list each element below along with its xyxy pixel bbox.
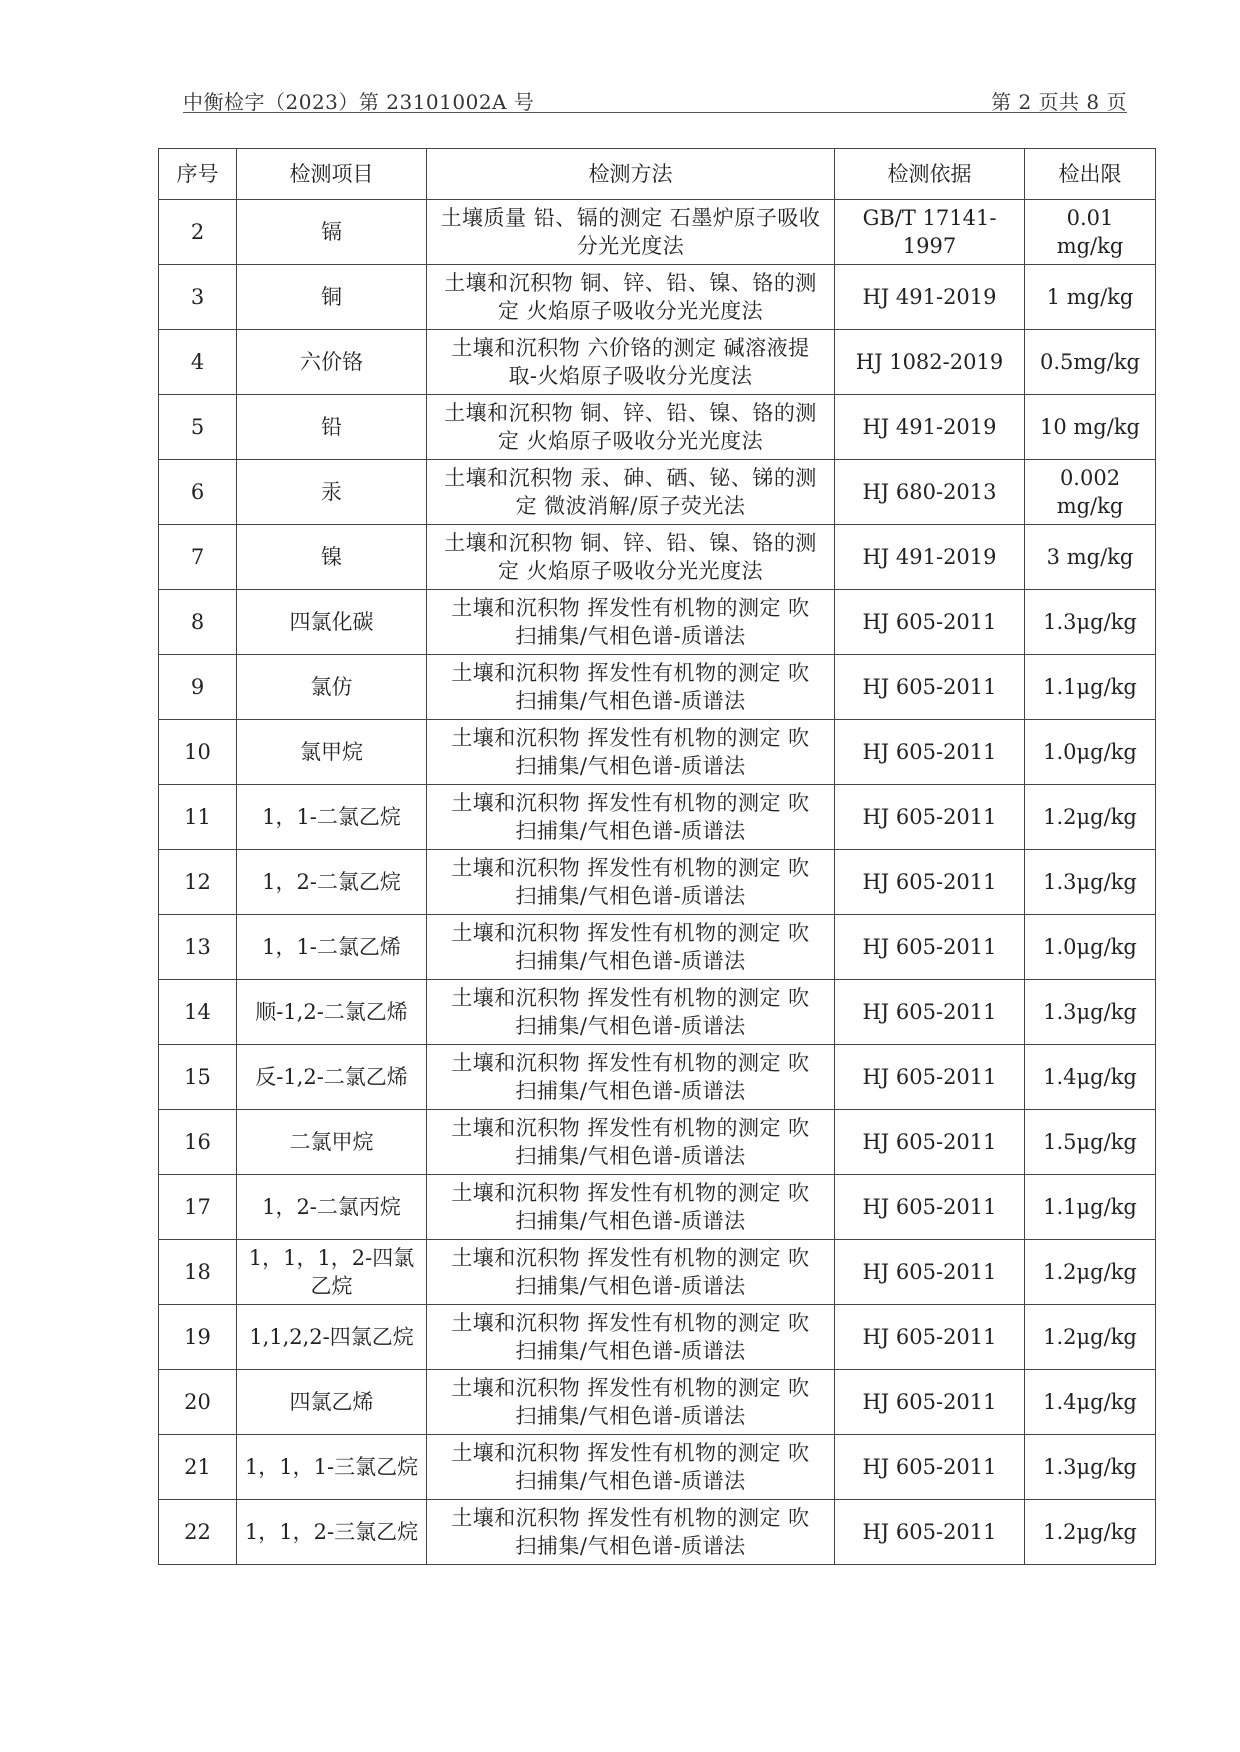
detection-limit: 1.2μg/kg (1025, 1305, 1156, 1370)
table-row (159, 1305, 1156, 1370)
detection-limit: 1.1μg/kg (1025, 655, 1156, 720)
detection-limit: 1.3μg/kg (1025, 1435, 1156, 1500)
test-method (427, 915, 835, 980)
table-row (159, 395, 1156, 460)
table-row (159, 1240, 1156, 1305)
test-basis: HJ 605-2011 (835, 1305, 1025, 1370)
test-method-line-2: 扫捕集/气相色谱-质谱法 (515, 1339, 746, 1363)
row-number: 11 (159, 785, 237, 850)
detection-limit: 3 mg/kg (1025, 525, 1156, 590)
test-method-line-1: 土壤和沉积物 挥发性有机物的测定 吹 (451, 661, 810, 685)
detection-limit: 1.5μg/kg (1025, 1110, 1156, 1175)
detection-limit: 0.002 mg/kg (1025, 460, 1156, 525)
test-method-line-2: 扫捕集/气相色谱-质谱法 (515, 1079, 746, 1103)
table-header-row (159, 149, 1156, 200)
test-method (427, 1110, 835, 1175)
test-method-line-2: 扫捕集/气相色谱-质谱法 (515, 754, 746, 778)
test-method-line-1: 土壤和沉积物 挥发性有机物的测定 吹 (451, 791, 810, 815)
table-row (159, 655, 1156, 720)
detection-limit: 10 mg/kg (1025, 395, 1156, 460)
column-header-item: 检测项目 (237, 149, 427, 200)
test-method-line-2: 扫捕集/气相色谱-质谱法 (515, 1274, 746, 1298)
row-number: 19 (159, 1305, 237, 1370)
table-row (159, 460, 1156, 525)
table-row (159, 330, 1156, 395)
test-item: 反-1,2-二氯乙烯 (237, 1045, 427, 1110)
column-header-method: 检测方法 (427, 149, 835, 200)
detection-limit: 1.0μg/kg (1025, 720, 1156, 785)
test-basis: HJ 491-2019 (835, 265, 1025, 330)
test-method-line-1: 土壤质量 铅、镉的测定 石墨炉原子吸收 (440, 206, 821, 230)
test-method-line-1: 土壤和沉积物 挥发性有机物的测定 吹 (451, 1506, 810, 1530)
test-basis: HJ 605-2011 (835, 655, 1025, 720)
table-row (159, 200, 1156, 265)
test-method (427, 330, 835, 395)
row-number: 20 (159, 1370, 237, 1435)
test-method-line-2: 定 微波消解/原子荧光法 (515, 494, 746, 518)
test-basis: HJ 1082-2019 (835, 330, 1025, 395)
test-basis: HJ 605-2011 (835, 1500, 1025, 1565)
test-basis: HJ 491-2019 (835, 395, 1025, 460)
test-method-line-1: 土壤和沉积物 挥发性有机物的测定 吹 (451, 856, 810, 880)
test-method (427, 980, 835, 1045)
test-basis: HJ 605-2011 (835, 1435, 1025, 1500)
test-method-line-2: 扫捕集/气相色谱-质谱法 (515, 949, 746, 973)
test-method (427, 1175, 835, 1240)
test-method-line-1: 土壤和沉积物 挥发性有机物的测定 吹 (451, 1246, 810, 1270)
test-method-line-2: 扫捕集/气相色谱-质谱法 (515, 819, 746, 843)
table-row (159, 1435, 1156, 1500)
test-method-line-2: 扫捕集/气相色谱-质谱法 (515, 1404, 746, 1428)
test-basis: HJ 605-2011 (835, 785, 1025, 850)
test-method-line-2: 扫捕集/气相色谱-质谱法 (515, 884, 746, 908)
test-method (427, 1240, 835, 1305)
test-method-line-1: 土壤和沉积物 铜、锌、铅、镍、铬的测 (444, 401, 817, 425)
detection-limit: 1.2μg/kg (1025, 1500, 1156, 1565)
test-method-line-1: 土壤和沉积物 挥发性有机物的测定 吹 (451, 921, 810, 945)
table-row (159, 1045, 1156, 1110)
row-number: 21 (159, 1435, 237, 1500)
row-number: 4 (159, 330, 237, 395)
test-method-line-2: 扫捕集/气相色谱-质谱法 (515, 1534, 746, 1558)
test-item: 1,1,2,2-四氯乙烷 (237, 1305, 427, 1370)
report-number: 中衡检字（2023）第 23101002A 号 (183, 90, 535, 114)
test-method-line-1: 土壤和沉积物 铜、锌、铅、镍、铬的测 (444, 531, 817, 555)
test-item: 氯仿 (237, 655, 427, 720)
row-number: 7 (159, 525, 237, 590)
test-item: 汞 (237, 460, 427, 525)
test-item: 1，2-二氯丙烷 (237, 1175, 427, 1240)
row-number: 16 (159, 1110, 237, 1175)
row-number: 13 (159, 915, 237, 980)
header-divider (183, 112, 1127, 113)
table-row (159, 785, 1156, 850)
table-row (159, 1370, 1156, 1435)
test-method-line-1: 土壤和沉积物 挥发性有机物的测定 吹 (451, 1051, 810, 1075)
page-info: 第 2 页共 8 页 (991, 90, 1127, 114)
test-method-line-2: 扫捕集/气相色谱-质谱法 (515, 1144, 746, 1168)
test-item: 1，1，2-三氯乙烷 (237, 1500, 427, 1565)
test-item: 1，1，1，2-四氯乙烷 (237, 1240, 427, 1305)
test-method-line-1: 土壤和沉积物 挥发性有机物的测定 吹 (451, 1311, 810, 1335)
test-method (427, 1435, 835, 1500)
test-item: 铅 (237, 395, 427, 460)
test-item: 顺-1,2-二氯乙烯 (237, 980, 427, 1045)
test-item: 四氯乙烯 (237, 1370, 427, 1435)
test-method-line-1: 土壤和沉积物 挥发性有机物的测定 吹 (451, 986, 810, 1010)
test-item: 四氯化碳 (237, 590, 427, 655)
row-number: 14 (159, 980, 237, 1045)
test-item: 铜 (237, 265, 427, 330)
test-method-line-1: 土壤和沉积物 挥发性有机物的测定 吹 (451, 726, 810, 750)
test-basis: HJ 491-2019 (835, 525, 1025, 590)
test-method-table (158, 148, 1156, 1565)
test-basis: HJ 605-2011 (835, 1045, 1025, 1110)
test-basis: HJ 605-2011 (835, 590, 1025, 655)
test-basis: HJ 605-2011 (835, 1240, 1025, 1305)
row-number: 12 (159, 850, 237, 915)
test-method (427, 200, 835, 265)
test-method (427, 1045, 835, 1110)
test-basis: HJ 605-2011 (835, 1370, 1025, 1435)
table-row (159, 980, 1156, 1045)
test-item: 1，2-二氯乙烷 (237, 850, 427, 915)
test-item: 1，1，1-三氯乙烷 (237, 1435, 427, 1500)
test-method (427, 850, 835, 915)
table-row (159, 265, 1156, 330)
test-method (427, 720, 835, 785)
test-method-line-1: 土壤和沉积物 挥发性有机物的测定 吹 (451, 1441, 810, 1465)
test-basis: HJ 605-2011 (835, 1110, 1025, 1175)
test-method-line-2: 扫捕集/气相色谱-质谱法 (515, 689, 746, 713)
test-method-line-2: 扫捕集/气相色谱-质谱法 (515, 1469, 746, 1493)
test-method-line-1: 土壤和沉积物 挥发性有机物的测定 吹 (451, 1181, 810, 1205)
detection-limit: 1.3μg/kg (1025, 850, 1156, 915)
detection-limit: 0.01 mg/kg (1025, 200, 1156, 265)
test-method-line-2: 取-火焰原子吸收分光度法 (508, 364, 753, 388)
test-method (427, 1370, 835, 1435)
test-item: 六价铬 (237, 330, 427, 395)
row-number: 10 (159, 720, 237, 785)
test-method (427, 460, 835, 525)
test-method-line-2: 扫捕集/气相色谱-质谱法 (515, 624, 746, 648)
test-method-line-2: 定 火焰原子吸收分光光度法 (497, 299, 764, 323)
test-method-line-2: 定 火焰原子吸收分光光度法 (497, 559, 764, 583)
test-method (427, 525, 835, 590)
row-number: 5 (159, 395, 237, 460)
detection-limit: 1.3μg/kg (1025, 590, 1156, 655)
column-header-no: 序号 (159, 149, 237, 200)
test-basis: HJ 605-2011 (835, 1175, 1025, 1240)
test-method-line-1: 土壤和沉积物 铜、锌、铅、镍、铬的测 (444, 271, 817, 295)
test-method (427, 265, 835, 330)
test-method-line-2: 分光光度法 (576, 234, 685, 258)
test-item: 镍 (237, 525, 427, 590)
table-row (159, 525, 1156, 590)
detection-limit: 0.5mg/kg (1025, 330, 1156, 395)
test-method-line-2: 扫捕集/气相色谱-质谱法 (515, 1014, 746, 1038)
detection-limit: 1.2μg/kg (1025, 1240, 1156, 1305)
test-item: 镉 (237, 200, 427, 265)
detection-limit: 1.3μg/kg (1025, 980, 1156, 1045)
test-method-line-1: 土壤和沉积物 挥发性有机物的测定 吹 (451, 596, 810, 620)
column-header-basis: 检测依据 (835, 149, 1025, 200)
table-row (159, 1110, 1156, 1175)
row-number: 6 (159, 460, 237, 525)
test-method (427, 785, 835, 850)
table-row (159, 590, 1156, 655)
row-number: 22 (159, 1500, 237, 1565)
test-method-line-1: 土壤和沉积物 汞、砷、硒、铋、锑的测 (444, 466, 817, 490)
test-basis: HJ 605-2011 (835, 720, 1025, 785)
row-number: 17 (159, 1175, 237, 1240)
test-basis: HJ 605-2011 (835, 980, 1025, 1045)
detection-limit: 1.4μg/kg (1025, 1370, 1156, 1435)
test-basis: GB/T 17141-1997 (835, 200, 1025, 265)
test-method-line-1: 土壤和沉积物 六价铬的测定 碱溶液提 (451, 336, 810, 360)
test-method (427, 1500, 835, 1565)
row-number: 18 (159, 1240, 237, 1305)
test-method-line-1: 土壤和沉积物 挥发性有机物的测定 吹 (451, 1116, 810, 1140)
table-row (159, 720, 1156, 785)
test-item: 二氯甲烷 (237, 1110, 427, 1175)
test-basis: HJ 605-2011 (835, 850, 1025, 915)
test-method (427, 395, 835, 460)
detection-limit: 1.4μg/kg (1025, 1045, 1156, 1110)
test-method (427, 655, 835, 720)
column-header-limit: 检出限 (1025, 149, 1156, 200)
test-item: 1，1-二氯乙烯 (237, 915, 427, 980)
row-number: 15 (159, 1045, 237, 1110)
test-basis: HJ 605-2011 (835, 915, 1025, 980)
table-row (159, 915, 1156, 980)
test-item: 氯甲烷 (237, 720, 427, 785)
table-row (159, 1175, 1156, 1240)
test-basis: HJ 680-2013 (835, 460, 1025, 525)
row-number: 2 (159, 200, 237, 265)
row-number: 9 (159, 655, 237, 720)
test-item: 1，1-二氯乙烷 (237, 785, 427, 850)
detection-limit: 1.2μg/kg (1025, 785, 1156, 850)
detection-limit: 1 mg/kg (1025, 265, 1156, 330)
detection-limit: 1.1μg/kg (1025, 1175, 1156, 1240)
row-number: 8 (159, 590, 237, 655)
test-method-line-1: 土壤和沉积物 挥发性有机物的测定 吹 (451, 1376, 810, 1400)
test-method (427, 590, 835, 655)
detection-limit: 1.0μg/kg (1025, 915, 1156, 980)
test-method (427, 1305, 835, 1370)
test-method-line-2: 扫捕集/气相色谱-质谱法 (515, 1209, 746, 1233)
table-row (159, 850, 1156, 915)
test-method-line-2: 定 火焰原子吸收分光光度法 (497, 429, 764, 453)
table-row (159, 1500, 1156, 1565)
row-number: 3 (159, 265, 237, 330)
